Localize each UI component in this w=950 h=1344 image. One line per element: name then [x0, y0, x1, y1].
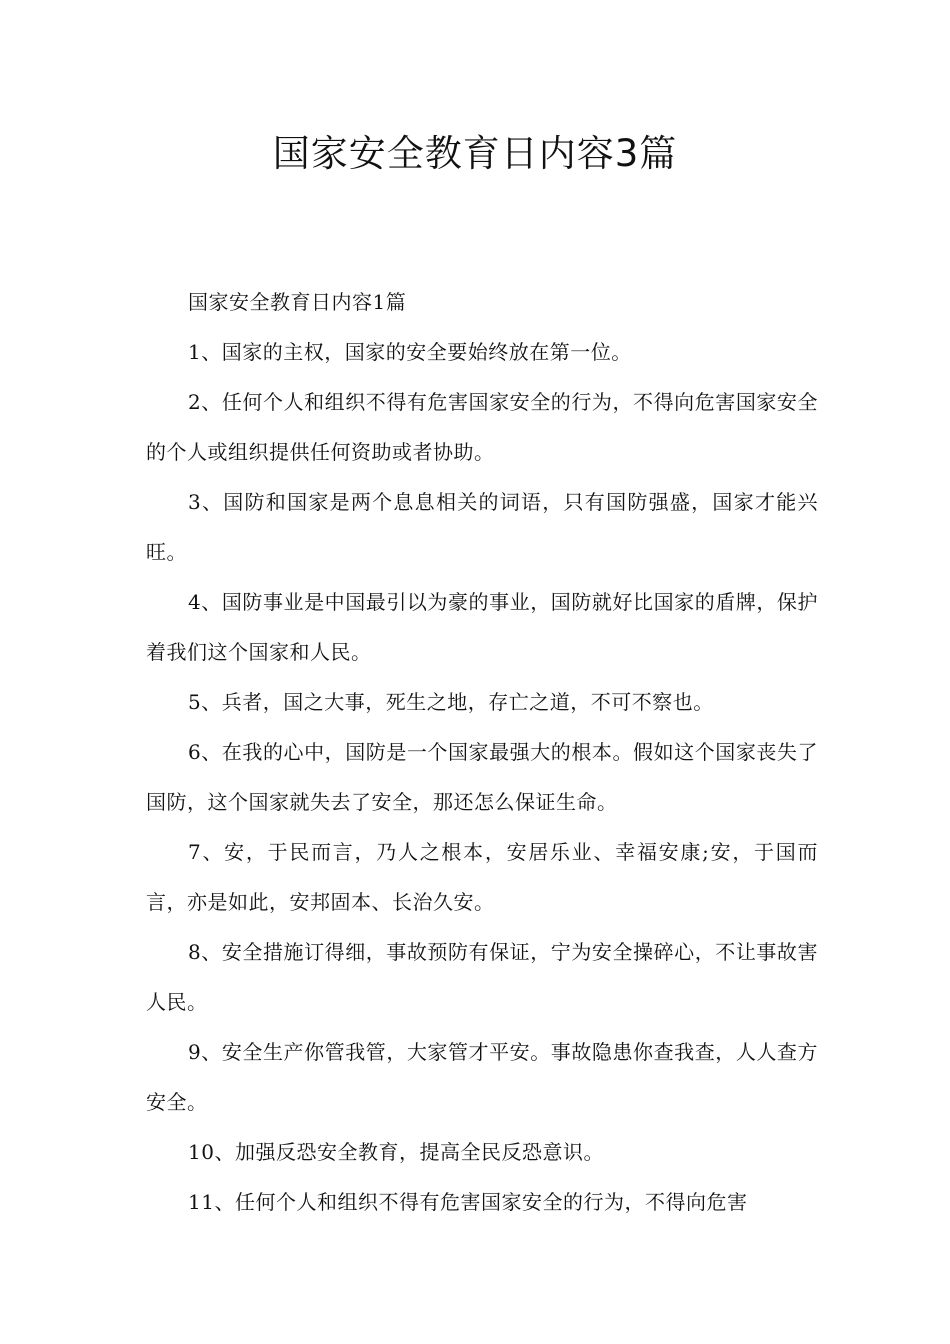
paragraph: 7、安，于民而言，乃人之根本，安居乐业、幸福安康;安，于国而言，亦是如此，安邦固本、长治久安。 [146, 840, 818, 914]
paragraph: 2、任何个人和组织不得有危害国家安全的行为，不得向危害国家安全的个人或组织提供任何资助或者协助。 [146, 390, 818, 464]
paragraph: 10、加强反恐安全教育，提高全民反恐意识。 [188, 1140, 604, 1164]
document-title: 国家安全教育日内容3篇 [272, 132, 678, 175]
paragraph: 5、兵者，国之大事，死生之地，存亡之道，不可不察也。 [188, 690, 714, 714]
paragraph: 1、国家的主权，国家的安全要始终放在第一位。 [188, 340, 632, 364]
paragraph: 11、任何个人和组织不得有危害国家安全的行为，不得向危害 [188, 1190, 748, 1214]
paragraph: 8、安全措施订得细，事故预防有保证，宁为安全操碎心，不让事故害人民。 [146, 940, 818, 1014]
paragraph: 4、国防事业是中国最引以为豪的事业，国防就好比国家的盾牌，保护着我们这个国家和人民。 [146, 590, 818, 664]
paragraph: 6、在我的心中，国防是一个国家最强大的根本。假如这个国家丧失了国防，这个国家就失去了安全，那还怎么保证生命。 [146, 740, 818, 814]
paragraph: 3、国防和国家是两个息息相关的词语，只有国防强盛，国家才能兴旺。 [146, 490, 818, 564]
section-heading: 国家安全教育日内容1篇 [188, 290, 407, 314]
paragraph: 9、安全生产你管我管，大家管才平安。事故隐患你查我查，人人查方安全。 [146, 1040, 818, 1114]
document-body [146, 277, 818, 1227]
